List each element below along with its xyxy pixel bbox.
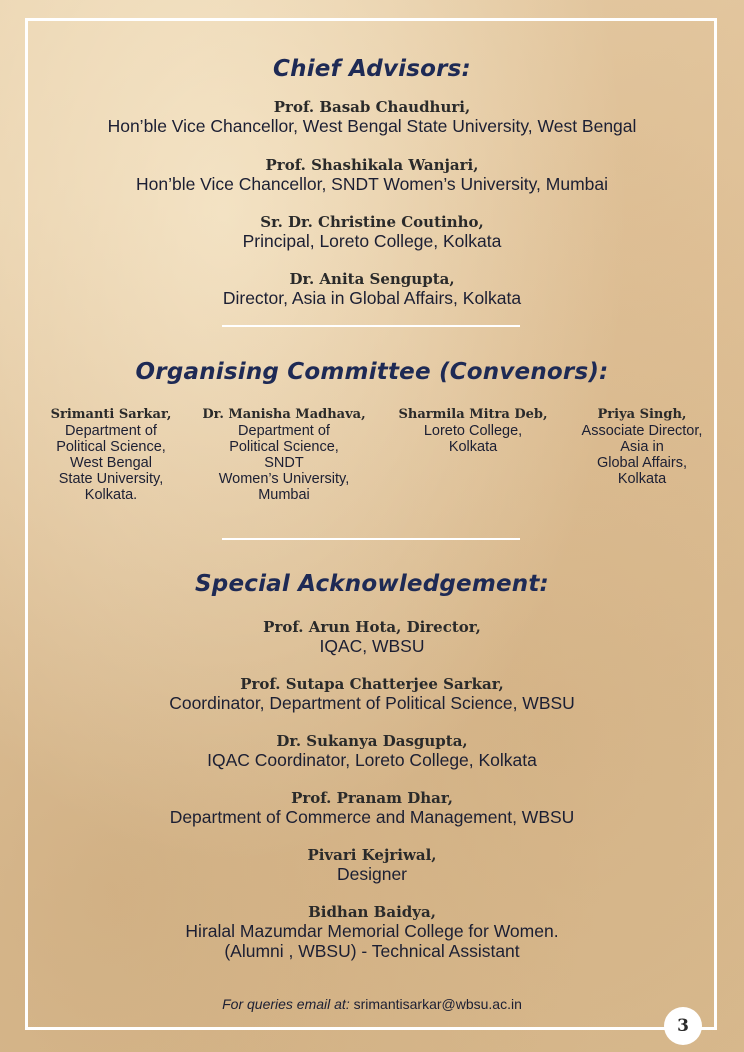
special-acknowledgement-heading: Special Acknowledgement:: [195, 571, 549, 597]
advisor-title: Principal, Loreto College, Kolkata: [242, 231, 502, 251]
member-affiliation: Women’s University,: [218, 471, 350, 487]
committee-member: [190, 407, 378, 503]
member-affiliation: Asia in: [620, 439, 664, 455]
acknowledgement-name: Prof. Pranam Dhar,: [291, 789, 453, 807]
advisor-title: Hon’ble Vice Chancellor, West Bengal State University, West Bengal: [107, 116, 637, 136]
advisor-title: Director, Asia in Global Affairs, Kolkata: [222, 288, 522, 308]
member-affiliation: Mumbai: [258, 487, 310, 503]
acknowledgement-entry: [0, 789, 744, 827]
acknowledgement-role: Hiralal Mazumdar Memorial College for Women.: [185, 921, 559, 941]
acknowledgement-role: Department of Commerce and Management, WBSU: [169, 807, 575, 827]
member-affiliation: Department of: [65, 423, 157, 439]
member-affiliation: West Bengal: [70, 455, 152, 471]
acknowledgement-role: IQAC Coordinator, Loreto College, Kolkata: [207, 750, 537, 770]
acknowledgement-role: IQAC, WBSU: [319, 636, 425, 656]
acknowledgement-entry: [0, 732, 744, 770]
member-name: Srimanti Sarkar,: [50, 407, 172, 422]
member-name: Priya Singh,: [597, 407, 687, 422]
member-affiliation: Associate Director,: [581, 423, 703, 439]
advisor-name: Dr. Anita Sengupta,: [289, 270, 455, 288]
member-affiliation: Kolkata: [448, 439, 498, 455]
advisor-entry: [0, 213, 744, 251]
acknowledgement-name: Bidhan Baidya,: [308, 903, 436, 921]
advisor-name: Prof. Basab Chaudhuri,: [273, 98, 471, 116]
member-affiliation: State University,: [58, 471, 164, 487]
acknowledgement-entry: [0, 846, 744, 884]
advisor-entry: [0, 156, 744, 194]
member-name: Sharmila Mitra Deb,: [398, 407, 548, 422]
section-divider: [222, 325, 520, 327]
page-number: 3: [664, 1007, 702, 1045]
acknowledgement-role: Coordinator, Department of Political Science, WBSU: [169, 693, 575, 713]
acknowledgement-role: (Alumni , WBSU) - Technical Assistant: [224, 941, 520, 961]
acknowledgement-entry: [0, 618, 744, 656]
member-name: Dr. Manisha Madhava,: [202, 407, 366, 422]
member-affiliation: Kolkata.: [84, 487, 138, 503]
member-affiliation: Kolkata: [617, 471, 667, 487]
member-affiliation: Loreto College,: [423, 423, 523, 439]
acknowledgement-role: Designer: [336, 864, 408, 884]
acknowledgement-name: Dr. Sukanya Dasgupta,: [276, 732, 468, 750]
acknowledgement-name: Pivari Kejriwal,: [307, 846, 437, 864]
committee-member: [566, 407, 718, 487]
member-affiliation: Department of: [238, 423, 330, 439]
query-label: For queries email at:: [222, 996, 350, 1012]
organising-committee-heading: Organising Committee (Convenors):: [135, 359, 609, 385]
member-affiliation: SNDT: [264, 455, 304, 471]
committee-member: [42, 407, 180, 503]
section-divider: [222, 538, 520, 540]
advisor-entry: [0, 270, 744, 308]
acknowledgement-name: Prof. Sutapa Chatterjee Sarkar,: [240, 675, 504, 693]
member-affiliation: Political Science,: [229, 439, 339, 455]
chief-advisors-heading: Chief Advisors:: [273, 56, 471, 82]
acknowledgement-name: Prof. Arun Hota, Director,: [263, 618, 481, 636]
advisor-title: Hon’ble Vice Chancellor, SNDT Women’s University, Mumbai: [135, 174, 609, 194]
query-email[interactable]: srimantisarkar@wbsu.ac.in: [353, 996, 522, 1012]
query-line: [0, 996, 744, 1012]
advisor-name: Sr. Dr. Christine Coutinho,: [260, 213, 484, 231]
advisor-entry: [0, 98, 744, 136]
acknowledgement-entry: [0, 903, 744, 961]
acknowledgement-entry: [0, 675, 744, 713]
committee-member: [386, 407, 560, 455]
advisor-name: Prof. Shashikala Wanjari,: [265, 156, 479, 174]
member-affiliation: Global Affairs,: [596, 455, 687, 471]
member-affiliation: Political Science,: [56, 439, 166, 455]
